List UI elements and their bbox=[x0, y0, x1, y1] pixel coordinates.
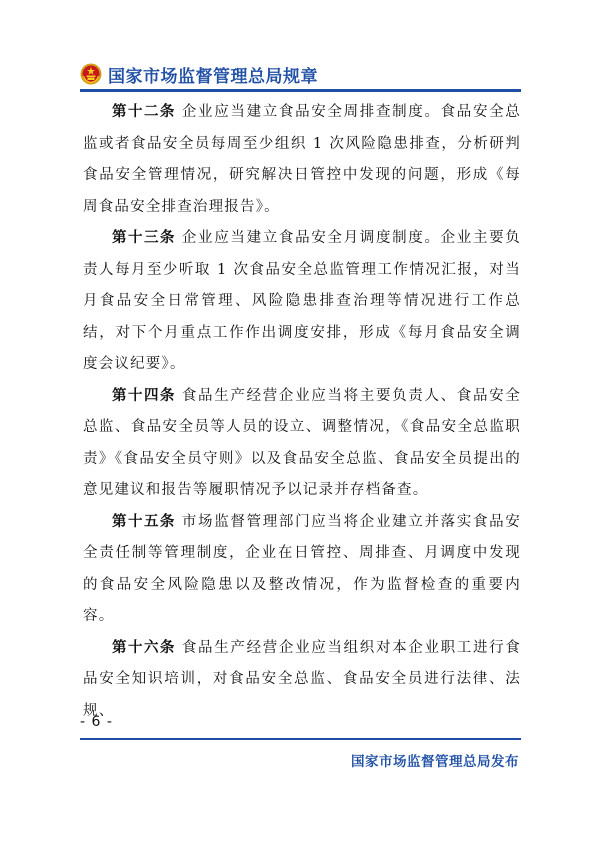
footer-divider bbox=[80, 738, 521, 740]
article-15 bbox=[83, 507, 521, 633]
article-heading: 第十六条 bbox=[112, 639, 176, 656]
footer-publisher: 国家市场监督管理总局发布 bbox=[351, 754, 519, 770]
document-header bbox=[80, 62, 520, 86]
article-heading: 第十五条 bbox=[112, 513, 176, 530]
article-text: 企业应当建立食品安全周排查制度。食品安全总监或者食品安全员每周至少组织 1 次风险隐患排查，分析研判食品安全管理情况，研究解决日管控中发现的问题，形成《每周食品安全排查治理报告》。 bbox=[83, 104, 522, 215]
header-title: 国家市场监督管理总局规章 bbox=[108, 66, 318, 87]
header-divider bbox=[80, 89, 521, 92]
article-text: 企业应当建立食品安全月调度制度。企业主要负责人每月至少听取 1 次食品安全总监管理工作情况汇报，对当月食品安全日常管理、风险隐患排查治理等情况进行工作总结，对下个月重点工作作出调度安排，形成《每月食品安全调度会议纪要》。 bbox=[83, 230, 522, 372]
article-text: 食品生产经营企业应当将主要负责人、食品安全总监、食品安全员等人员的设立、调整情况，《食品安全总监职责》《食品安全员守则》以及食品安全总监、食品安全员提出的意见建议和报告等履职情况予以记录并存档备查。 bbox=[83, 387, 522, 498]
article-12 bbox=[83, 97, 521, 223]
article-13 bbox=[83, 223, 521, 381]
national-emblem-icon bbox=[80, 63, 102, 85]
article-text: 市场监督管理部门应当将企业建立并落实食品安全责任制等管理制度，企业在日管控、周排查、月调度中发现的食品安全风险隐患以及整改情况，作为监督检查的重要内容。 bbox=[83, 513, 522, 624]
article-heading: 第十三条 bbox=[112, 230, 176, 246]
article-16 bbox=[83, 633, 521, 728]
article-heading: 第十四条 bbox=[112, 387, 176, 404]
article-14 bbox=[83, 381, 521, 507]
article-heading: 第十二条 bbox=[112, 104, 176, 120]
document-body bbox=[83, 97, 521, 727]
article-text: 食品生产经营企业应当组织对本企业职工进行食品安全知识培训，对食品安全总监、食品安全员进行法律、法规、 bbox=[83, 639, 522, 719]
page-number: - 6 - bbox=[80, 714, 113, 730]
